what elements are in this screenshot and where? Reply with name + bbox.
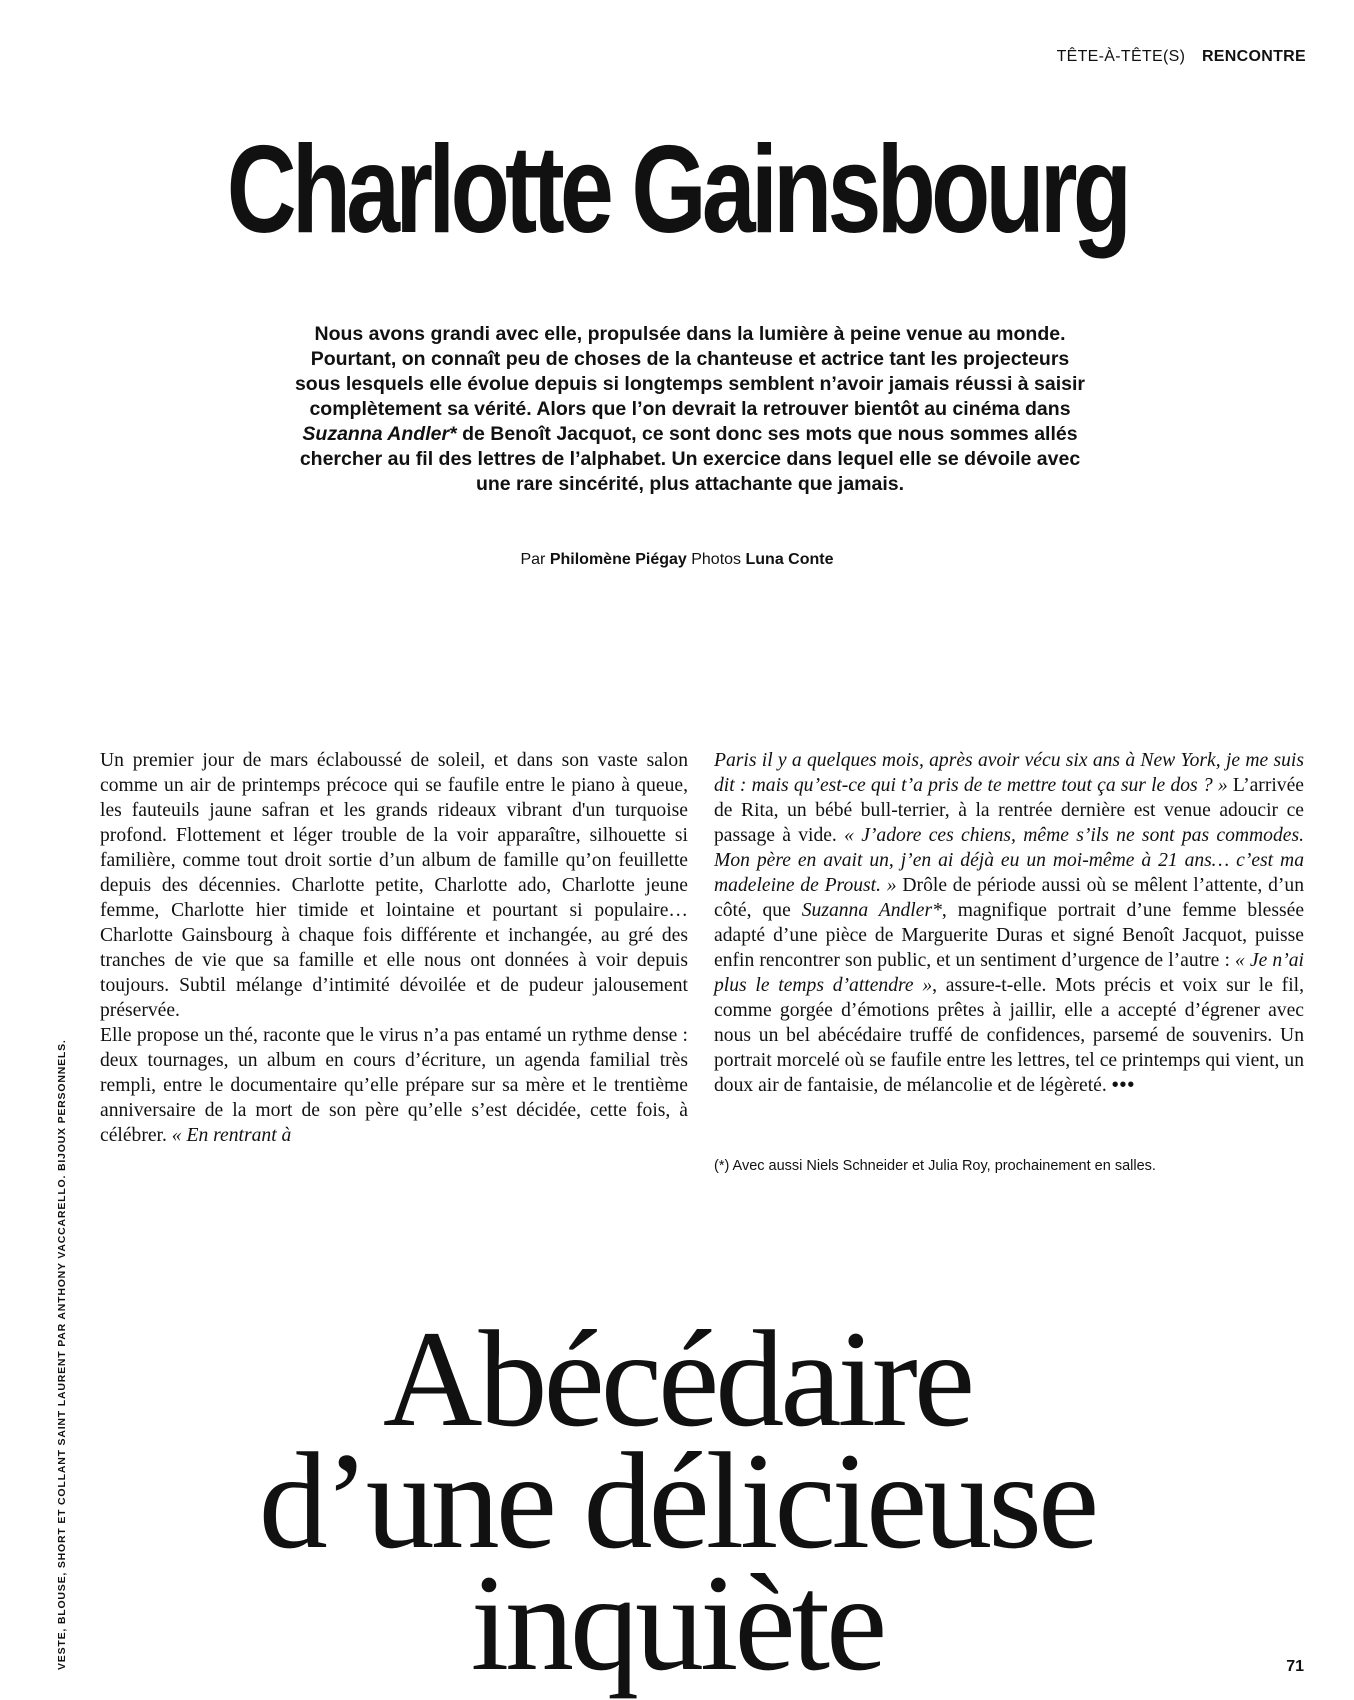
article-standfirst (290, 322, 1090, 497)
headline-line-2: d’une délicieuse (258, 1424, 1096, 1577)
text-portrait: , magnifique portrait d’une femme blessée adapté d’une pièce de Marguerite Duras et signé Benoît Jacquot, puisse enfin rencontrer son public, et un sentiment d’urgence de l’autre : (714, 900, 1305, 971)
body-column-left (100, 748, 688, 1148)
film-title-inline: Suzanna Andler* (801, 900, 942, 921)
body-paragraph-3 (714, 748, 1304, 1098)
byline-author: Philomène Piégay (549, 551, 687, 568)
text-rita: L’arrivée de Rita, un bébé bull-terrier, à la rentrée dernière est venue adoucir ce passage à vide. (714, 775, 1304, 846)
section-headline (0, 1302, 1354, 1699)
body-paragraph-2 (100, 1023, 688, 1148)
body-paragraph-2-quote: « En rentrant à (171, 1125, 292, 1146)
byline-par-label: Par (520, 551, 546, 568)
body-paragraph-1: Un premier jour de mars éclaboussé de soleil, et dans son vaste salon comme un air de printemps précoce qui se faufile entre le piano à queue, les fauteuils jaune safran et les grands rideaux vibrant d'un turquoise profond. Flottement et léger trouble de la voir apparaître, silhouette si familière, comme tout droit sortie d’un album de famille qu’on feuillette depuis des décennies. Charlotte petite, Charlotte ado, Charlotte jeune femme, Charlotte hier timide et lointaine et pourtant si populaire… Charlotte Gainsbourg à chaque fois différente et inchangée, au gré des tranches de vie que sa famille et elle nous ont données à voir depuis toujours. Subtil mélange d’intimité dévoilée et de pudeur jalousement préservée. (100, 750, 688, 1021)
page-number: 71 (1286, 1658, 1304, 1675)
quote-chiens: « J’adore ces chiens, même s’ils ne sont pas commodes. Mon père en avait un, j’en ai déjà eu un moi-même à 21 ans… c’est ma madeleine de Proust. » (714, 825, 1304, 896)
article-title: Charlotte Gainsbourg (226, 121, 1128, 259)
standfirst-part2: de Benoît Jacquot, ce sont donc ses mots que nous sommes allés chercher au fil des lettres de l’alphabet. Un exercice dans lequel elle se dévoile avec une rare sincérité, plus attachante que jamais. (299, 423, 1081, 495)
text-conclusion: , assure-t-elle. Mots précis et voix sur le fil, comme gorgée d’émotions prêtes à jaillir, elle a accepté d’égrener avec nous un bel abécédaire truffé de confidences, parsemé de souvenirs. Un portrait morcelé où se faufile entre les lettres, tel ce printemps qui vient, un doux air de fantaisie, de mélancolie et de légèreté. (714, 975, 1304, 1096)
body-paragraph-2-text: Elle propose un thé, raconte que le virus n’a pas entamé un rythme dense : deux tournages, un album en cours d’écriture, un agenda familial très rempli, entre le documentaire qu’elle prépare sur sa mère et le trentième anniversaire de la mort de son père qu’elle s’est décidée, cette fois, à célébrer. (100, 1025, 688, 1146)
text-periode: Drôle de période aussi où se mêlent l’attente, d’un côté, que (714, 875, 1304, 921)
headline-line-1: Abécédaire (382, 1302, 972, 1455)
body-column-right (714, 748, 1304, 1098)
standfirst-film-title: Suzanna Andler* (302, 423, 457, 445)
quote-new-york: Paris il y a quelques mois, après avoir vécu six ans à New York, je me suis dit : mais qu’est-ce qui t’a pris de te mettre tout ça sur le dos ? » (714, 750, 1304, 796)
byline (0, 551, 1354, 569)
fashion-credit-caption: VESTE, BLOUSE, SHORT ET COLLANT SAINT LAURENT PAR ANTHONY VACCARELLO. BIJOUX PERSONNELS. (56, 1039, 68, 1670)
end-of-intro-mark: ••• (1111, 1075, 1136, 1096)
page-header (1057, 48, 1306, 66)
quote-temps: « Je n’ai plus le temps d’attendre » (714, 950, 1304, 996)
byline-photographer: Luna Conte (745, 551, 834, 568)
section-label: RENCONTRE (1201, 48, 1306, 65)
headline-line-3: inquiète (470, 1546, 884, 1699)
standfirst-part1: Nous avons grandi avec elle, propulsée dans la lumière à peine venue au monde. Pourtant, on connaît peu de choses de la chanteuse et actrice tant les projecteurs sous lesquels elle évolue depuis si longtemps semblent n’avoir jamais réussi à saisir complètement sa vérité. Alors que l’on devrait la retrouver bientôt au cinéma dans (294, 323, 1086, 420)
rubrique-label: TÊTE-À-TÊTE(S) (1056, 48, 1186, 65)
footnote: (*) Avec aussi Niels Schneider et Julia Roy, prochainement en salles. (714, 1158, 1156, 1174)
byline-photos-label: Photos (691, 551, 742, 568)
